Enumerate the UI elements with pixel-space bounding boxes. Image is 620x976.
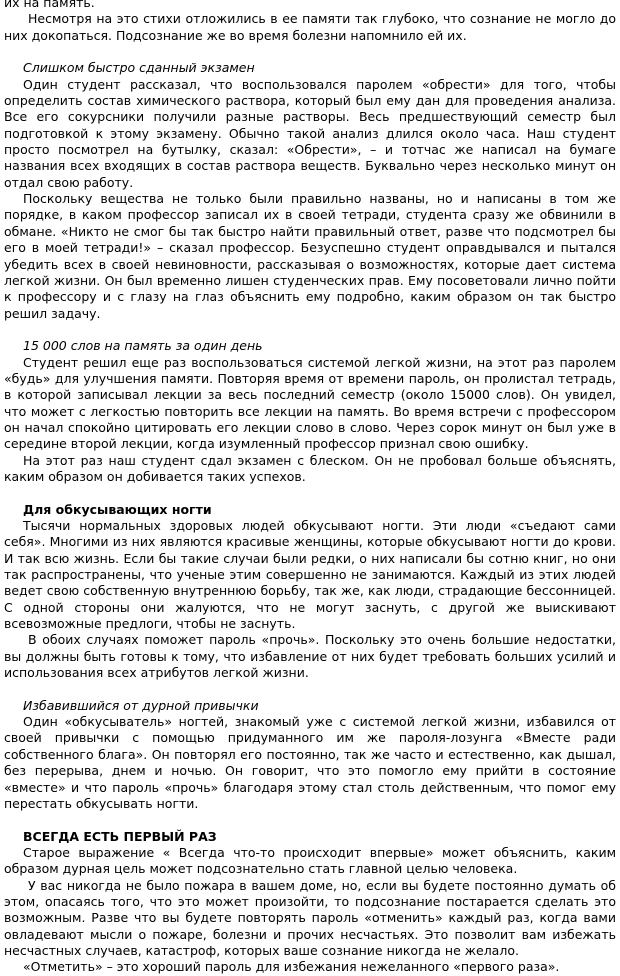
- paragraph-gap: [4, 812, 616, 828]
- paragraph: Тысячи нормальных здоровых людей обкусывают ногти. Эти люди «съедают сами себя». Многими из них являются красивые женщины, которые обкусывают ногти до крови. И так всю жизнь. Если бы такие случаи были редки, о них написали бы сотню книг, но они так распространены, что ученые этим совершенно не занимаются. Каждый из этих людей ведет свою собственную внутреннюю борьбу, так же, как люди, страдающие бессонницей. С одной стороны они жалуются, что не могут заснуть, с другой же выискивают всевозможные предлоги, чтобы не заснуть.: [4, 518, 616, 632]
- section-heading: 15 000 слов на память за один день: [23, 338, 263, 354]
- paragraph: «Отметить» – это хороший пароль для избежания нежеланного «первого раза».: [23, 959, 560, 975]
- paragraph: На этот раз наш студент сдал экзамен с блеском. Он не пробовал больше объяснять, каким образом он добивается таких успехов.: [4, 452, 616, 484]
- chapter-heading: Для обкусывающих ногти: [23, 501, 212, 517]
- paragraph-gap: [4, 44, 616, 60]
- paragraph: Несмотря на это стихи отложились в ее памяти так глубоко, что сознание не могло до них докопаться. Подсознание же во время болезни напомнило ей их.: [4, 11, 616, 43]
- paragraph: Поскольку вещества не только были правильно названы, но и написаны в том же порядке, в каком профессор записал их в своей тетради, студента сразу же обвинили в обмане. «Никто не смог бы так быстро найти правильный ответ, разве что подсмотрел бы его в моей тетради!» – сказал профессор. Безуспешно студент оправдывался и пытался убедить всех в своей невиновности, рассказывая о возможностях, которые дает система легкой жизни. Он был временно лишен студенческих прав. Ему посоветовали лично пойти к профессору и с глазу на глаз объяснить ему подробно, каким образом он так быстро решил задачу.: [4, 191, 616, 321]
- paragraph-gap: [4, 681, 616, 697]
- chapter-heading: ВСЕГДА ЕСТЬ ПЕРВЫЙ РАЗ: [23, 828, 217, 844]
- paragraph: Один «обкусыватель» ногтей, знакомый уже с системой легкой жизни, избавился от своей привычки с помощью придуманного им же пароля-лозунга «Вместе ради собственного блага». Он повторял его постоянно, так же часто и естественно, как дышал, без перерыва, днем и ночью. Он говорит, что это помогло ему прийти в состояние «вместе» и что пароль «прочь» благодаря этому стал столь действенным, что помог ему перестать обкусывать ногти.: [4, 714, 616, 811]
- section-heading: Избавившийся от дурной привычки: [23, 697, 259, 713]
- paragraph: их на память.: [4, 0, 95, 10]
- section-heading: Слишком быстро сданный экзамен: [23, 60, 255, 76]
- paragraph-gap: [4, 485, 616, 501]
- paragraph: Старое выражение « Всегда что-то происходит впервые» может объяснить, каким образом дурная цель может подсознательно стать главной целью человека.: [4, 844, 616, 877]
- paragraph: В обоих случаях поможет пароль «прочь». Поскольку это очень большие недостатки, вы должны быть готовы к тому, что избавление от них будет требовать больших усилий и использования всех атрибутов легкой жизни.: [4, 632, 616, 681]
- paragraph: Студент решил еще раз воспользоваться системой легкой жизни, на этот раз паролем «будь» для улучшения памяти. Повторяя время от времени пароль, он пролистал тетрадь, в которой записывал лекции за весь последний семестр (около 15000 слов). Он увидел, что может с легкостью повторить все лекции на память. Во время встречи с профессором он начал спокойно цитировать его лекции слово в слово. Через сорок минут он был уже в середине второй лекции, когда изумленный профессор признал свою ошибку.: [4, 354, 616, 452]
- paragraph: У вас никогда не было пожара в вашем доме, но, если вы будете постоянно думать об этом, опасаясь того, что это может произойти, то подсознание постарается сделать это возможным. Разве что вы будете повторять пароль «отменить» каждый раз, когда вами овладевают мысли о пожаре, болезни и прочих несчастьях. Это позволит вам избежать несчастных случаев, катастроф, которых ваше сознание никогда не желало.: [4, 877, 616, 958]
- paragraph-gap: [4, 322, 616, 338]
- paragraph: Один студент рассказал, что воспользовался паролем «обрести» для того, чтобы определить состав химического раствора, который был ему дан для проведения анализа. Все его сокурсники получили разные растворы. Весь предшествующий семестр был подготовкой к этому экзамену. Обычно такой анализ длился около часа. Наш студент просто посмотрел на бутылку, сказал: «Обрести», – и тотчас же написал на бумаге названия всех входящих в состав раствора веществ. Буквально через несколько минут он отдал свою работу.: [4, 76, 616, 190]
